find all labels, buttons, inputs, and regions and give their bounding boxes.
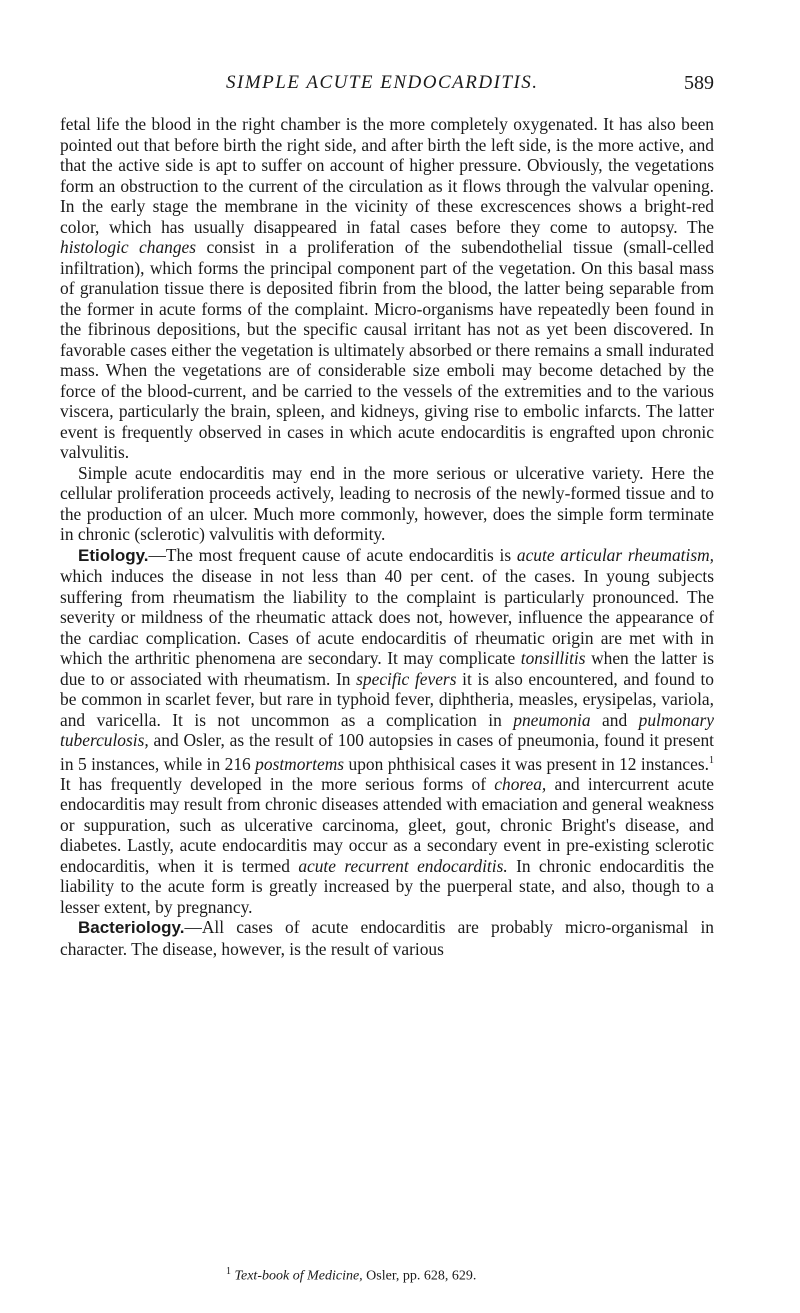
footnote-reference: 1 <box>709 754 714 766</box>
etiology-heading: Etiology. <box>78 545 149 565</box>
footnote-title: Text-book of Medicine, <box>234 1268 363 1284</box>
footnote-marker: 1 <box>226 1266 231 1277</box>
running-head: SIMPLE ACUTE ENDOCARDITIS. <box>226 72 539 93</box>
paragraph-etiology: Etiology.—The most frequent cause of acute endocarditis is acute articular rheumatism, which induces the disease in not less than 40 per cent. of the cases. In young subjects suffering from rheumatism the liability to the complaint is particularly pronounced. The severity or mildness of the rheumatic attack does not, however, influence the appearance of the cardiac complication. Cases of acute endocarditis of rheumatic origin are met with in which the arthritic phenomena are secondary. It may complicate tonsillitis when the latter is due to or associated with rheumatism. In specific fevers it is also encountered, and found to be common in scarlet fever, but rare in typhoid fever, diphtheria, measles, erysipelas, variola, and varicella. It is not uncommon as a complication in pneumonia and pulmonary tuberculosis, and Osler, as the result of 100 autopsies in cases of pneumonia, found it present in 5 instances, while in 216 postmortems upon phthisical cases it was present in 12 instances.$^1$ It has frequently developed in the more serious forms of chorea, and intercurrent acute endocarditis may result from chronic diseases attended with emaciation and general weakness or suppuration, such as ulcerative carcinoma, gleet, gout, chronic Bright's disease, and diabetes. Lastly, acute endocarditis may occur as a secondary event in pre-existing sclerotic endocarditis, when it is termed acute recurrent endocarditis. In chronic endocarditis the liability to the acute form is greatly increased by the puerperal state, and also, though to a lesser extent, by pregnancy. <box>60 544 714 917</box>
page-header <box>60 72 714 102</box>
footnote-text: Osler, pp. 628, 629. <box>362 1268 477 1284</box>
body-text <box>60 114 714 959</box>
paragraph-vegetations: fetal life the blood in the right chamber is the more completely oxygenated. It has also been pointed out that before birth the right side, and after birth the left side, is the more active, and that the active side is apt to suffer on account of higher pressure. Obviously, the vegetations form an obstruction to the current of the circulation as it flows through the valvular opening. In the early stage the membrane in the vicinity of these excrescences shows a bright-red color, which has usually disappeared in fatal cases before they come to autopsy. The histologic changes consist in a proliferation of the subendothelial tissue (small-celled infiltration), which forms the principal component part of the vegetation. On this basal mass of granulation tissue there is deposited fibrin from the blood, the latter being separable from the former in acute forms of the complaint. Micro-organisms have repeatedly been found in the fibrinous depositions, but the specific causal irritant has not as yet been discovered. In favorable cases either the vegetation is ultimately absorbed or there remains a small indurated mass. When the vegetations are of considerable size emboli may become detached by the force of the blood-current, and be carried to the vessels of the extremities and to the various viscera, particularly the brain, spleen, and kidneys, giving rise to embolic infarcts. The latter event is frequently observed in cases in which acute endocarditis is engrafted upon chronic valvulitis. <box>60 114 714 462</box>
page-number: 589 <box>684 72 714 94</box>
bacteriology-heading: Bacteriology. <box>78 918 185 938</box>
footnote <box>60 1266 714 1285</box>
paragraph-ulcerative: Simple acute endocarditis may end in the more serious or ulcerative variety. Here the cellular proliferation proceeds actively, leading to necrosis of the newly-formed tissue and to the production of an ulcer. Much more commonly, however, does the simple form terminate in chronic (sclerotic) valvulitis with deformity. <box>60 462 714 544</box>
paragraph-bacteriology: Bacteriology.—All cases of acute endocarditis are probably micro-organismal in character. The disease, however, is the result of various <box>60 917 714 959</box>
